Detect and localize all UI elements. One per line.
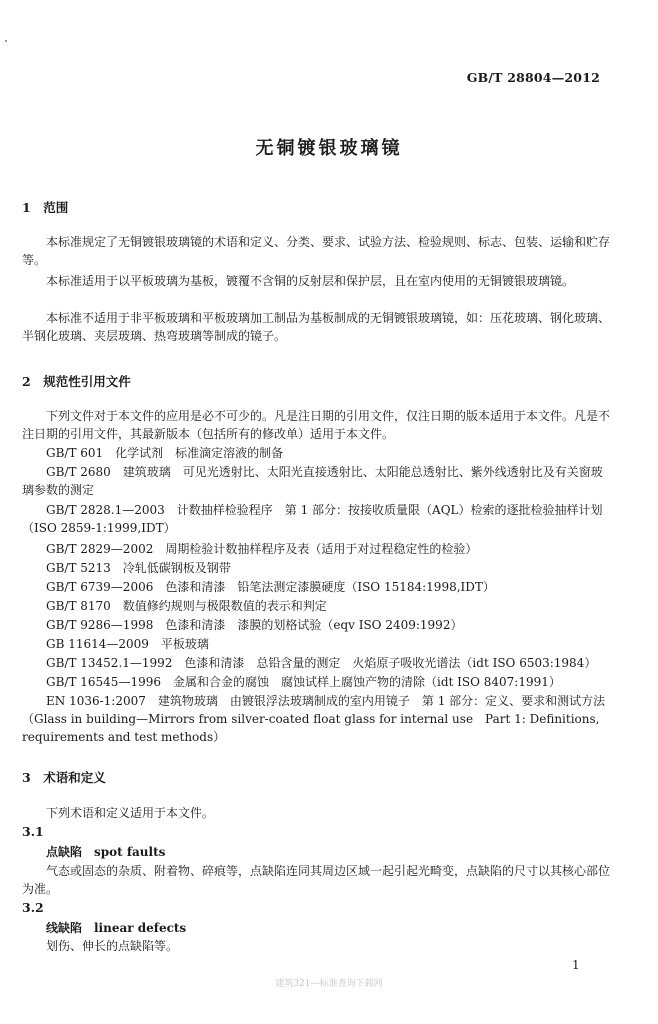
section-1-paragraph-1: 本标准规定了无铜镀银玻璃镜的术语和定义、分类、要求、试验方法、检验规则、标志、包装、运输和贮存等。 [22, 235, 611, 267]
section-2-heading: 2 规范性引用文件 [22, 374, 131, 389]
reference-item: GB/T 601 化学试剂 标准滴定溶液的制备 [46, 446, 284, 460]
reference-item: GB/T 5213 冷轧低碳钢板及钢带 [46, 561, 231, 575]
reference-item: EN 1036-1:2007 建筑物玻璃 由镀银浮法玻璃制成的室内用镜子 第 1 部分：定义、要求和测试方法（Glass in building—Mirrors from silver-coated float glass for internal use Part 1: Definitions, requirements and test methods） [22, 694, 606, 744]
term-definition: 气态或固态的杂质、附着物、碎痕等，点缺陷连同其周边区域一起引起光畸变，点缺陷的尺寸以其核心部位为准。 [22, 864, 611, 896]
reference-item: GB/T 13452.1—1992 色漆和清漆 总铅含量的测定 火焰原子吸收光谱法（idt ISO 6503:1984） [46, 656, 597, 670]
standard-number: GB/T 28804—2012 [466, 70, 600, 85]
section-1-paragraph-3: 本标准不适用于非平板玻璃和平板玻璃加工制品为基板制成的无铜镀银玻璃镜，如：压花玻璃、钢化玻璃、半钢化玻璃、夹层玻璃、热弯玻璃等制成的镜子。 [22, 311, 611, 343]
scan-mark [5, 40, 7, 42]
reference-item: GB/T 6739—2006 色漆和清漆 铅笔法测定漆膜硬度（ISO 15184:1998,IDT） [46, 580, 495, 594]
reference-item: GB/T 2828.1—2003 计数抽样检验程序 第 1 部分：按接收质量限（AQL）检索的逐批检验抽样计划（ISO 2859-1:1999,IDT） [22, 503, 603, 535]
reference-item: GB/T 16545—1996 金属和合金的腐蚀 腐蚀试样上腐蚀产物的清除（idt ISO 8407:1991） [46, 675, 561, 689]
term-number: 3.1 [22, 824, 44, 839]
term-title: 线缺陷 linear defects [46, 921, 187, 935]
section-1-paragraph-2: 本标准适用于以平板玻璃为基板，镀覆不含铜的反射层和保护层，且在室内使用的无铜镀银玻璃镜。 [46, 274, 575, 288]
reference-item: GB/T 2680 建筑玻璃 可见光透射比、太阳光直接透射比、太阳能总透射比、紫外线透射比及有关窗玻璃参数的测定 [22, 465, 603, 497]
section-3-heading: 3 术语和定义 [22, 770, 106, 785]
term-number: 3.2 [22, 900, 44, 915]
reference-item: GB/T 8170 数值修约规则与极限数值的表示和判定 [46, 599, 327, 613]
reference-item: GB/T 9286—1998 色漆和清漆 漆膜的划格试验（eqv ISO 2409:1992） [46, 618, 463, 632]
section-3-intro: 下列术语和定义适用于本文件。 [46, 806, 215, 820]
watermark-footer: 建筑321---标准查询下载网 [275, 979, 383, 989]
document-title: 无铜镀银玻璃镜 [255, 138, 403, 159]
reference-item: GB 11614—2009 平板玻璃 [46, 637, 209, 651]
section-1-heading: 1 范围 [22, 200, 69, 215]
page-number: 1 [572, 958, 580, 972]
reference-item: GB/T 2829—2002 周期检验计数抽样程序及表（适用于对过程稳定性的检验） [46, 542, 478, 556]
term-definition: 划伤、伸长的点缺陷等。 [46, 939, 179, 953]
term-title: 点缺陷 spot faults [46, 845, 166, 859]
section-2-intro: 下列文件对于本文件的应用是必不可少的。凡是注日期的引用文件，仅注日期的版本适用于本文件。凡是不注日期的引用文件，其最新版本（包括所有的修改单）适用于本文件。 [22, 409, 611, 441]
